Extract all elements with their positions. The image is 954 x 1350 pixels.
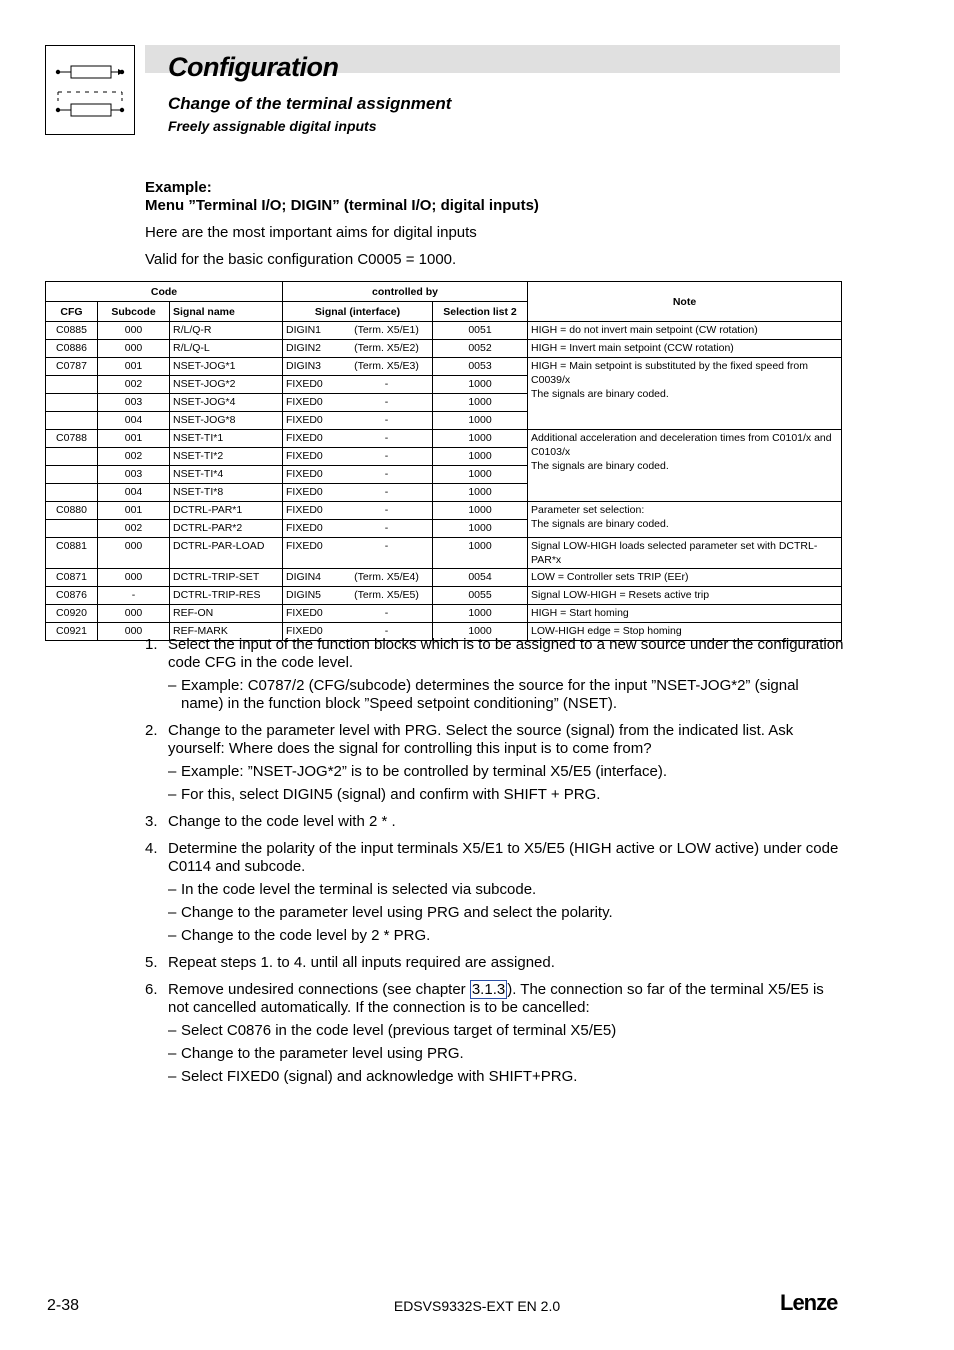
col-signal-header: Signal (interface) xyxy=(283,302,433,322)
cell-selection: 1000 xyxy=(433,623,528,641)
table-row xyxy=(46,538,842,569)
col-cfg-header: CFG xyxy=(46,302,98,322)
step-text-pre: Remove undesired connections (see chapter xyxy=(168,981,470,998)
cell-subcode: 000 xyxy=(98,322,170,340)
signal-source: FIXED0 xyxy=(286,486,323,498)
cell-cfg: C0921 xyxy=(46,623,98,641)
step-5 xyxy=(145,954,845,972)
cell-subcode: 000 xyxy=(98,605,170,623)
signal-source: FIXED0 xyxy=(286,607,323,619)
cell-note xyxy=(528,358,842,430)
sub-text: Example: C0787/2 (CFG/subcode) determines the source for the input ”NSET-JOG*2” (signal name) in the function block ”Speed setpoint conditioning” (NSET). xyxy=(181,677,799,712)
step-sub xyxy=(168,763,845,781)
step-3 xyxy=(145,813,845,831)
step-sub xyxy=(168,881,845,899)
note-line: The signals are binary coded. xyxy=(531,460,669,472)
cell-signal-name: NSET-TI*1 xyxy=(170,430,283,448)
cell-signal-name: NSET-JOG*2 xyxy=(170,376,283,394)
cell-note xyxy=(528,430,842,502)
cell-cfg xyxy=(46,412,98,430)
sub-text: In the code level the terminal is selected via subcode. xyxy=(181,881,537,898)
table-row xyxy=(46,430,842,448)
step-sub xyxy=(168,1068,845,1086)
cell-signal xyxy=(283,538,433,569)
cell-cfg: C0880 xyxy=(46,502,98,520)
step-2 xyxy=(145,722,845,804)
section-subtitle: Change of the terminal assignment xyxy=(168,94,452,113)
cell-signal xyxy=(283,448,433,466)
cell-subcode: 004 xyxy=(98,484,170,502)
table-row xyxy=(46,502,842,520)
table-row xyxy=(46,587,842,605)
table-row xyxy=(46,358,842,376)
signal-source: FIXED0 xyxy=(286,468,323,480)
group-code-header: Code xyxy=(46,282,283,302)
cell-selection: 1000 xyxy=(433,520,528,538)
signal-source: FIXED0 xyxy=(286,432,323,444)
cell-note xyxy=(528,502,842,538)
signal-source: FIXED0 xyxy=(286,504,323,516)
cell-selection: 0051 xyxy=(433,322,528,340)
step-number: 6. xyxy=(145,981,158,998)
cell-subcode: 002 xyxy=(98,448,170,466)
sub-text: Example: ”NSET-JOG*2” is to be controlled by terminal X5/E5 (interface). xyxy=(181,763,668,780)
cell-cfg: C0885 xyxy=(46,322,98,340)
example-menu: Menu ”Terminal I/O; DIGIN” (terminal I/O; digital inputs) xyxy=(145,197,539,214)
cell-selection: 1000 xyxy=(433,430,528,448)
cell-signal-name: NSET-JOG*4 xyxy=(170,394,283,412)
cell-selection: 1000 xyxy=(433,394,528,412)
step-text xyxy=(168,981,845,1017)
dash-bullet: – xyxy=(168,1022,177,1039)
cell-subcode: 002 xyxy=(98,520,170,538)
cell-signal xyxy=(283,502,433,520)
step-sub xyxy=(168,1022,845,1040)
cell-signal-name: NSET-JOG*1 xyxy=(170,358,283,376)
signal-source: DIGIN4 xyxy=(286,571,322,583)
col-subcode-header: Subcode xyxy=(98,302,170,322)
step-text-post: ). The connection so far of the terminal X5/E5 is not cancelled automatically. If the connection is to be cancelled: xyxy=(168,981,824,1016)
signal-terminal: (Term. X5/E3) xyxy=(354,360,419,372)
step-sub xyxy=(168,927,845,945)
cell-signal-name: NSET-JOG*8 xyxy=(170,412,283,430)
dash-bullet: – xyxy=(168,677,177,694)
signal-terminal: (Term. X5/E4) xyxy=(354,571,419,583)
cell-signal xyxy=(283,322,433,340)
signal-terminal: - xyxy=(384,486,389,498)
cell-selection: 1000 xyxy=(433,538,528,569)
note-line: The signals are binary coded. xyxy=(531,388,669,400)
cell-signal-name: NSET-TI*2 xyxy=(170,448,283,466)
cell-note: LOW-HIGH edge = Stop homing xyxy=(528,623,842,641)
table-row xyxy=(46,605,842,623)
cell-signal xyxy=(283,520,433,538)
cell-selection: 1000 xyxy=(433,502,528,520)
note-line: Additional acceleration and deceleration times from C0101/x and C0103/x xyxy=(531,432,832,458)
cell-signal-name: R/L/Q-R xyxy=(170,322,283,340)
step-number: 5. xyxy=(145,954,158,971)
signal-source: FIXED0 xyxy=(286,378,323,390)
step-sub xyxy=(168,904,845,922)
col-signal-name-header: Signal name xyxy=(170,302,283,322)
step-1 xyxy=(145,636,845,713)
note-line: The signals are binary coded. xyxy=(531,518,669,530)
dash-bullet: – xyxy=(168,1045,177,1062)
step-text: Determine the polarity of the input terminals X5/E1 to X5/E5 (HIGH active or LOW active) under code C0114 and subcode. xyxy=(168,840,839,875)
step-text: Select the input of the function blocks which is to be assigned to a new source under the configuration code CFG in the code level. xyxy=(168,636,844,671)
signal-source: DIGIN3 xyxy=(286,360,322,372)
cell-signal xyxy=(283,358,433,376)
cell-subcode: 004 xyxy=(98,412,170,430)
signal-terminal: - xyxy=(384,414,389,426)
cell-cfg: C0881 xyxy=(46,538,98,569)
dash-bullet: – xyxy=(168,786,177,803)
dash-bullet: – xyxy=(168,904,177,921)
signal-source: FIXED0 xyxy=(286,396,323,408)
chapter-link[interactable]: 3.1.3 xyxy=(471,981,506,998)
signal-source: DIGIN1 xyxy=(286,324,322,336)
example-label: Example: xyxy=(145,179,212,196)
cell-cfg: C0920 xyxy=(46,605,98,623)
cell-signal-name: REF-MARK xyxy=(170,623,283,641)
cell-signal-name: NSET-TI*4 xyxy=(170,466,283,484)
cell-subcode: 000 xyxy=(98,569,170,587)
cell-note: Signal LOW-HIGH loads selected parameter set with DCTRL-PAR*x xyxy=(528,538,842,569)
cell-signal xyxy=(283,587,433,605)
signal-terminal: - xyxy=(384,468,389,480)
table-row xyxy=(46,569,842,587)
sub-text: For this, select DIGIN5 (signal) and confirm with SHIFT + PRG. xyxy=(181,786,601,803)
group-controlled-header: controlled by xyxy=(283,282,528,302)
cell-subcode: 001 xyxy=(98,430,170,448)
cell-signal xyxy=(283,412,433,430)
signal-source: FIXED0 xyxy=(286,522,323,534)
cell-subcode: 001 xyxy=(98,358,170,376)
step-sub xyxy=(168,1045,845,1063)
intro-line-2: Valid for the basic configuration C0005 = 1000. xyxy=(145,251,457,268)
signal-terminal: (Term. X5/E1) xyxy=(354,324,419,336)
cell-signal xyxy=(283,484,433,502)
sub-text: Select FIXED0 (signal) and acknowledge with SHIFT+PRG. xyxy=(181,1068,578,1085)
signal-terminal: (Term. X5/E5) xyxy=(354,589,419,601)
cell-subcode: 002 xyxy=(98,376,170,394)
signal-source: DIGIN2 xyxy=(286,342,322,354)
step-text: Change to the code level with 2 * . xyxy=(168,813,396,830)
cell-selection: 1000 xyxy=(433,412,528,430)
sub-text: Change to the code level by 2 * PRG. xyxy=(181,927,431,944)
cell-cfg: C0788 xyxy=(46,430,98,448)
group-note-header: Note xyxy=(528,282,842,322)
cell-note: HIGH = Start homing xyxy=(528,605,842,623)
cell-selection: 1000 xyxy=(433,466,528,484)
cell-signal-name: NSET-TI*8 xyxy=(170,484,283,502)
intro-line-1: Here are the most important aims for digital inputs xyxy=(145,224,477,241)
step-sub xyxy=(168,786,845,804)
step-sub xyxy=(168,677,845,713)
cell-signal xyxy=(283,605,433,623)
step-number: 4. xyxy=(145,840,158,857)
cell-cfg: C0876 xyxy=(46,587,98,605)
cell-signal-name: DCTRL-PAR*1 xyxy=(170,502,283,520)
signal-terminal: - xyxy=(384,396,389,408)
cell-subcode: 000 xyxy=(98,538,170,569)
cell-subcode: 003 xyxy=(98,466,170,484)
cell-note: Signal LOW-HIGH = Resets active trip xyxy=(528,587,842,605)
cell-cfg xyxy=(46,448,98,466)
cell-signal-name: DCTRL-TRIP-SET xyxy=(170,569,283,587)
cell-signal xyxy=(283,394,433,412)
signal-terminal: - xyxy=(384,522,389,534)
step-number: 1. xyxy=(145,636,158,653)
signal-terminal: (Term. X5/E2) xyxy=(354,342,419,354)
cell-signal-name: DCTRL-TRIP-RES xyxy=(170,587,283,605)
cell-cfg xyxy=(46,466,98,484)
cell-signal xyxy=(283,376,433,394)
cell-cfg xyxy=(46,376,98,394)
cell-signal xyxy=(283,466,433,484)
cell-signal xyxy=(283,340,433,358)
signal-terminal: - xyxy=(384,450,389,462)
cell-selection: 1000 xyxy=(433,448,528,466)
signal-source: FIXED0 xyxy=(286,450,323,462)
col-selection-header: Selection list 2 xyxy=(433,302,528,322)
cell-selection: 0054 xyxy=(433,569,528,587)
cell-signal-name: R/L/Q-L xyxy=(170,340,283,358)
cell-subcode: - xyxy=(98,587,170,605)
dash-bullet: – xyxy=(168,927,177,944)
step-text: Repeat steps 1. to 4. until all inputs required are assigned. xyxy=(168,954,555,971)
cell-cfg: C0886 xyxy=(46,340,98,358)
page-title: Configuration xyxy=(168,52,339,82)
signal-terminal: - xyxy=(384,607,389,619)
cell-signal-name: DCTRL-PAR*2 xyxy=(170,520,283,538)
cell-note: HIGH = do not invert main setpoint (CW rotation) xyxy=(528,322,842,340)
cell-note: HIGH = Invert main setpoint (CCW rotation) xyxy=(528,340,842,358)
cell-cfg: C0787 xyxy=(46,358,98,376)
document-id: EDSVS9332S-EXT EN 2.0 xyxy=(393,1298,561,1314)
section-icon xyxy=(45,45,135,135)
dash-bullet: – xyxy=(168,881,177,898)
sub-text: Select C0876 in the code level (previous target of terminal X5/E5) xyxy=(181,1022,617,1039)
signal-terminal: - xyxy=(384,625,389,637)
page-number: 2-38 xyxy=(47,1297,80,1314)
step-number: 2. xyxy=(145,722,158,739)
cell-cfg: C0871 xyxy=(46,569,98,587)
cell-subcode: 000 xyxy=(98,623,170,641)
cell-signal xyxy=(283,430,433,448)
cell-cfg xyxy=(46,394,98,412)
signal-source: FIXED0 xyxy=(286,414,323,426)
note-line: Parameter set selection: xyxy=(531,504,645,516)
cell-subcode: 003 xyxy=(98,394,170,412)
note-line: HIGH = Main setpoint is substituted by the fixed speed from C0039/x xyxy=(531,360,808,386)
signal-source: FIXED0 xyxy=(286,625,323,637)
step-text: Change to the parameter level with PRG. Select the source (signal) from the indicated list. Ask yourself: Where does the signal for controlling this input is to come from? xyxy=(168,722,794,757)
sub-text: Change to the parameter level using PRG. xyxy=(181,1045,464,1062)
signal-source: DIGIN5 xyxy=(286,589,322,601)
terminal-config-icon xyxy=(46,46,134,134)
signal-terminal: - xyxy=(384,540,389,552)
cell-selection: 1000 xyxy=(433,376,528,394)
signal-terminal: - xyxy=(384,504,389,516)
cell-subcode: 000 xyxy=(98,340,170,358)
signal-terminal: - xyxy=(384,432,389,444)
sub-text: Change to the parameter level using PRG and select the polarity. xyxy=(181,904,613,921)
brand-logo: Lenze xyxy=(780,1290,838,1315)
cell-cfg xyxy=(46,520,98,538)
cell-selection: 1000 xyxy=(433,484,528,502)
config-table xyxy=(45,281,842,641)
cell-selection: 1000 xyxy=(433,605,528,623)
procedure-steps xyxy=(145,636,845,1095)
cell-selection: 0053 xyxy=(433,358,528,376)
cell-signal-name: REF-ON xyxy=(170,605,283,623)
cell-selection: 0055 xyxy=(433,587,528,605)
step-number: 3. xyxy=(145,813,158,830)
dash-bullet: – xyxy=(168,1068,177,1085)
cell-cfg xyxy=(46,484,98,502)
cell-signal-name: DCTRL-PAR-LOAD xyxy=(170,538,283,569)
cell-note: LOW = Controller sets TRIP (EEr) xyxy=(528,569,842,587)
dash-bullet: – xyxy=(168,763,177,780)
cell-selection: 0052 xyxy=(433,340,528,358)
section-subsubtitle: Freely assignable digital inputs xyxy=(168,118,377,134)
table-row xyxy=(46,340,842,358)
step-4 xyxy=(145,840,845,945)
step-6 xyxy=(145,981,845,1086)
signal-terminal: - xyxy=(384,378,389,390)
cell-signal xyxy=(283,569,433,587)
table-row xyxy=(46,322,842,340)
signal-source: FIXED0 xyxy=(286,540,323,552)
cell-subcode: 001 xyxy=(98,502,170,520)
